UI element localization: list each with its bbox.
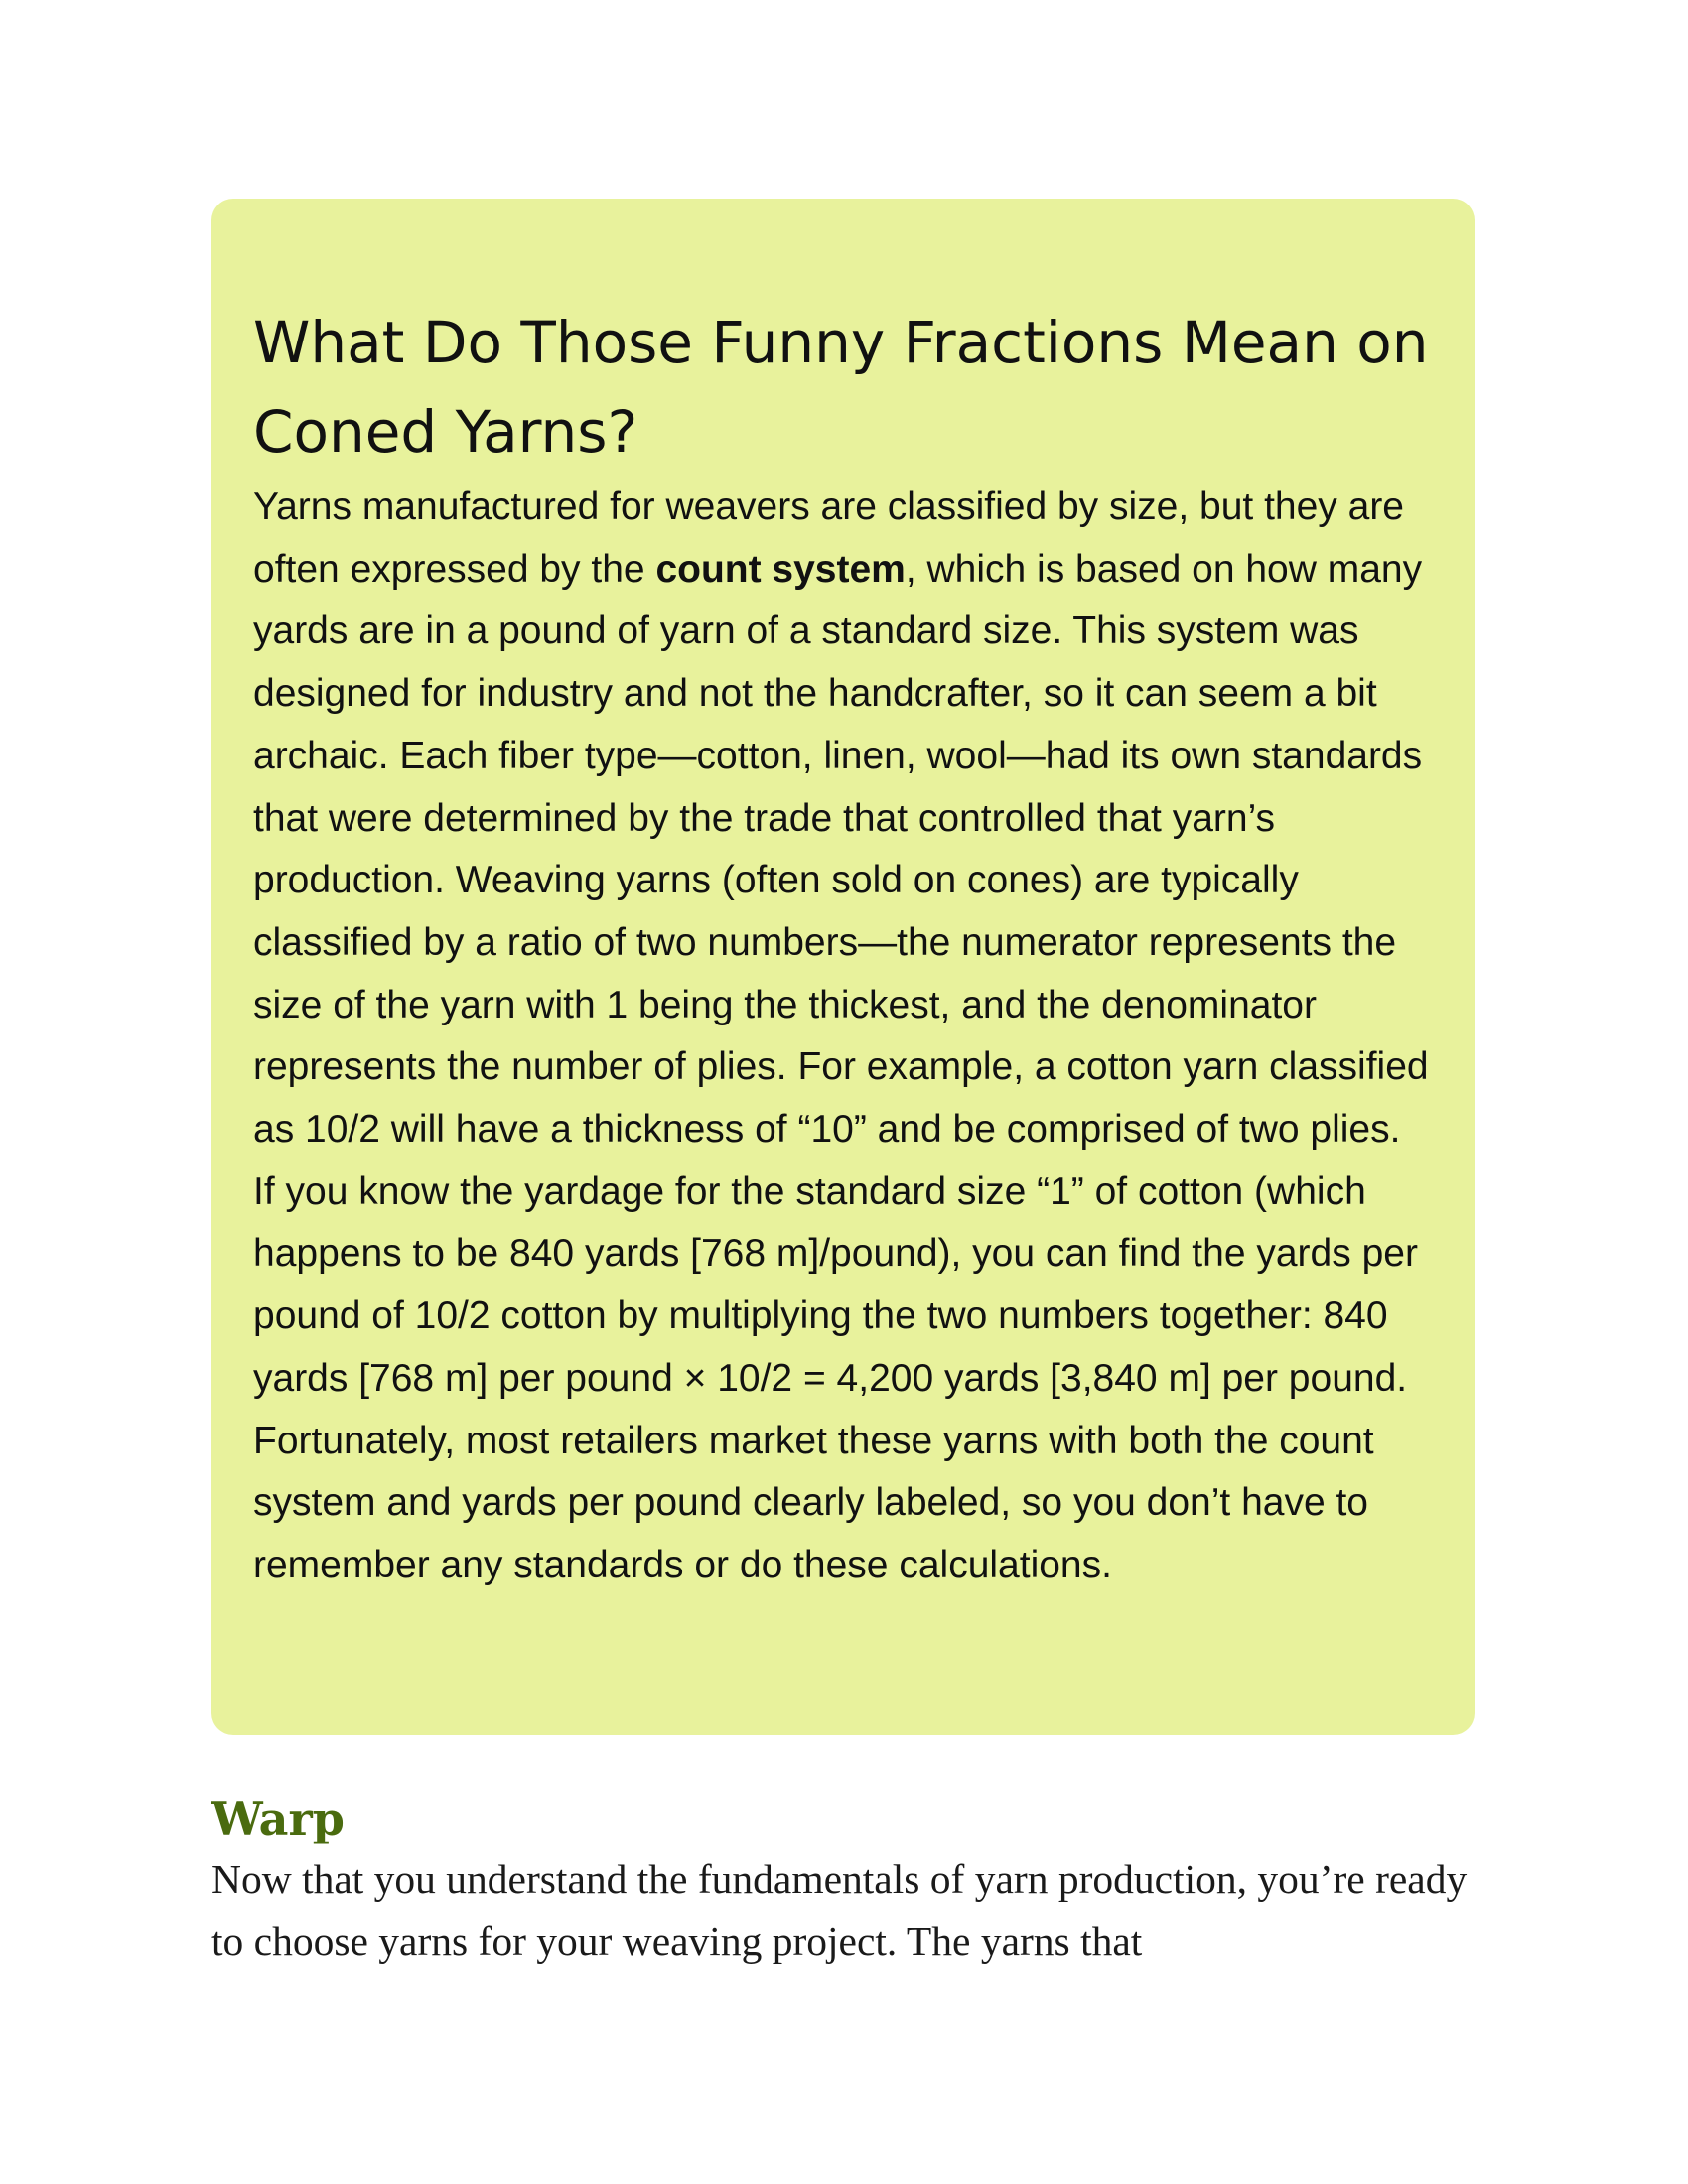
sidebar-body-text-start: Yarns manufactured for weavers are classified by size, but they are often expressed by the bbox=[253, 485, 1404, 591]
section-heading-warp: Warp bbox=[211, 1792, 345, 1845]
sidebar-body bbox=[253, 477, 1429, 1597]
section-body: Now that you understand the fundamentals of yarn production, you’re ready to choose yarns for your weaving project. The yarns that bbox=[211, 1856, 1468, 1964]
sidebar-body-text-rest: , which is based on how many yards are in a pound of yarn of a standard size. This system was designed for industry and not the handcrafter, so it can seem a bit archaic. Each fiber type—cotton, linen, wool—had its own standards that were determined by the trade that controlled that yarn’s production. Weaving yarns (often sold on cones) are typically classified by a ratio of two numbers—the numerator represents the size of the yarn with 1 being the thickest, and the denominator represents the number of plies. For example, a cotton yarn classified as 10/2 will have a thickness of “10” and be comprised of two plies. If you know the yardage for the standard size “1” of cotton (which happens to be 840 yards [768 m]/pound), you can find the yards per pound of 10/2 cotton by multiplying the two numbers together: 840 yards [768 m] per pound × 10/2 = 4,200 yards [3,840 m] per pound. Fortunately, most retailers market these yarns with both the count system and yards per pound clearly labeled, so you don’t have to remember any standards or do these calculations. bbox=[253, 547, 1429, 1586]
sidebar-title: What Do Those Funny Fractions Mean on Coned Yarns? bbox=[253, 309, 1429, 466]
sidebar-box bbox=[211, 199, 1475, 1735]
count-system-term: count system bbox=[655, 547, 906, 591]
